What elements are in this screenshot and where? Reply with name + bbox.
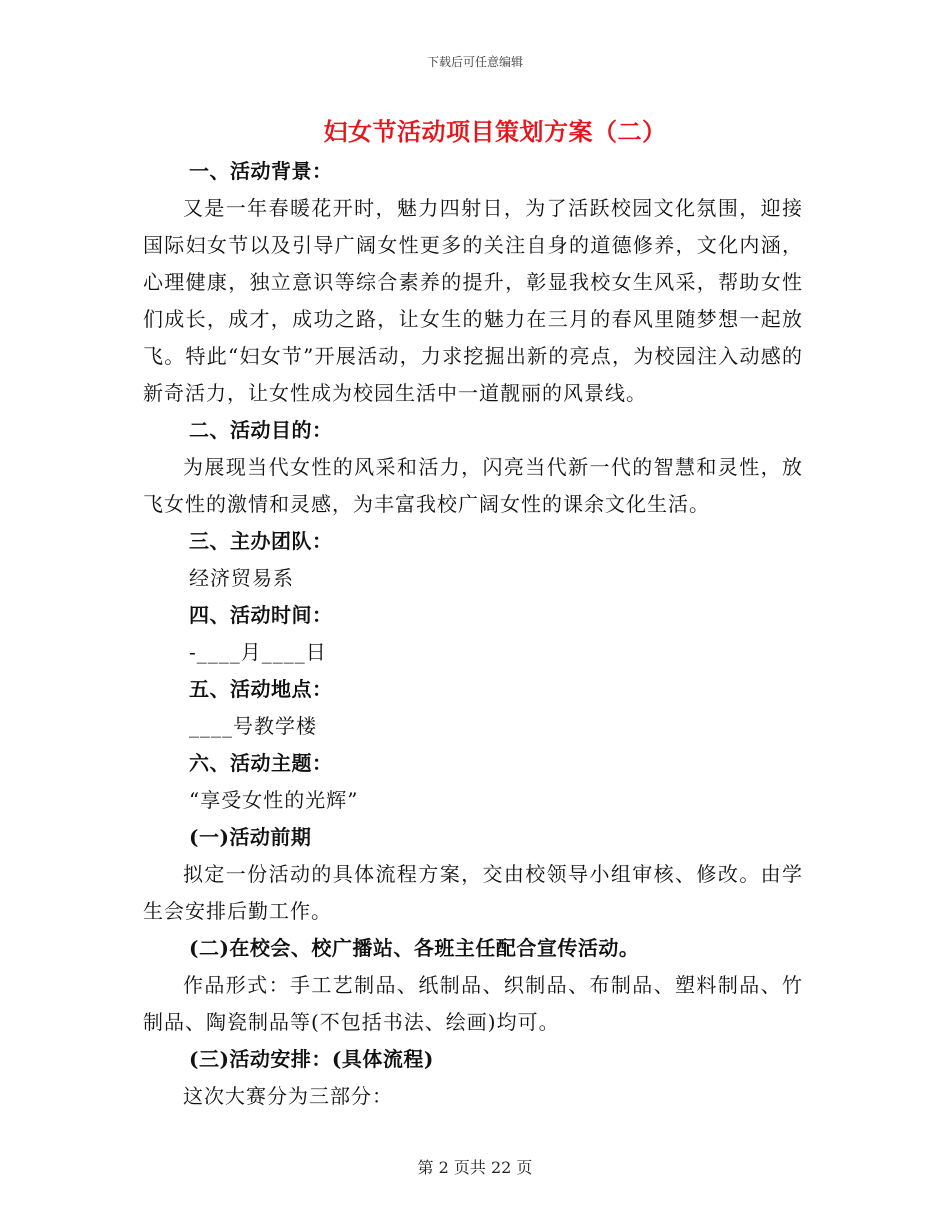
paragraph-arrangement: 这次大赛分为三部分： — [183, 1084, 393, 1108]
section-heading-organizer: 三、主办团队： — [189, 529, 333, 553]
section-heading-purpose: 二、活动目的： — [189, 418, 333, 442]
document-body — [143, 153, 803, 1115]
subsection-heading-publicity: (二)在校会、校广播站、各班主任配合宣传活动。 — [189, 936, 640, 960]
paragraph-preparation: 拟定一份活动的具体流程方案，交由校领导小组审核、修改。由学生会安排后勤工作。 — [143, 862, 803, 923]
subsection-heading-preparation: (一)活动前期 — [189, 825, 312, 849]
paragraph-theme: “享受女性的光辉” — [189, 788, 359, 812]
header-note: 下载后可任意编辑 — [426, 55, 523, 69]
section-heading-time: 四、活动时间： — [189, 603, 333, 627]
document-title: 妇女节活动项目策划方案（二） — [323, 117, 667, 146]
paragraph-background: 又是一年春暖花开时，魅力四射日，为了活跃校园文化氛围，迎接国际妇女节以及引导广阔女性更多的关注自身的道德修养，文化内涵，心理健康，独立意识等综合素养的提升，彰显我校女生风采，帮助女性们成长，成才，成功之路，让女生的魅力在三月的春风里随梦想一起放飞。特此“妇女节”开展活动，力求挖掘出新的亮点，为校园注入动感的新奇活力，让女性成为校园生活中一道靓丽的风景线。 — [143, 196, 803, 405]
paragraph-publicity: 作品形式：手工艺制品、纸制品、织制品、布制品、塑料制品、竹制品、陶瓷制品等(不包括书法、绘画)均可。 — [143, 973, 803, 1034]
paragraph-time: -____月____日 — [189, 640, 327, 664]
section-heading-theme: 六、活动主题： — [189, 751, 333, 775]
paragraph-purpose: 为展现当代女性的风采和活力，闪亮当代新一代的智慧和灵性，放飞女性的激情和灵感，为丰富我校广阔女性的课余文化生活。 — [143, 455, 803, 516]
section-heading-background: 一、活动背景： — [189, 159, 333, 183]
subsection-heading-arrangement: (三)活动安排：(具体流程) — [189, 1047, 434, 1071]
paragraph-location: ____号教学楼 — [189, 714, 317, 738]
page-footer: 第 2 页共 22 页 — [417, 1158, 533, 1177]
paragraph-organizer: 经济贸易系 — [189, 566, 294, 590]
section-heading-location: 五、活动地点： — [189, 677, 333, 701]
